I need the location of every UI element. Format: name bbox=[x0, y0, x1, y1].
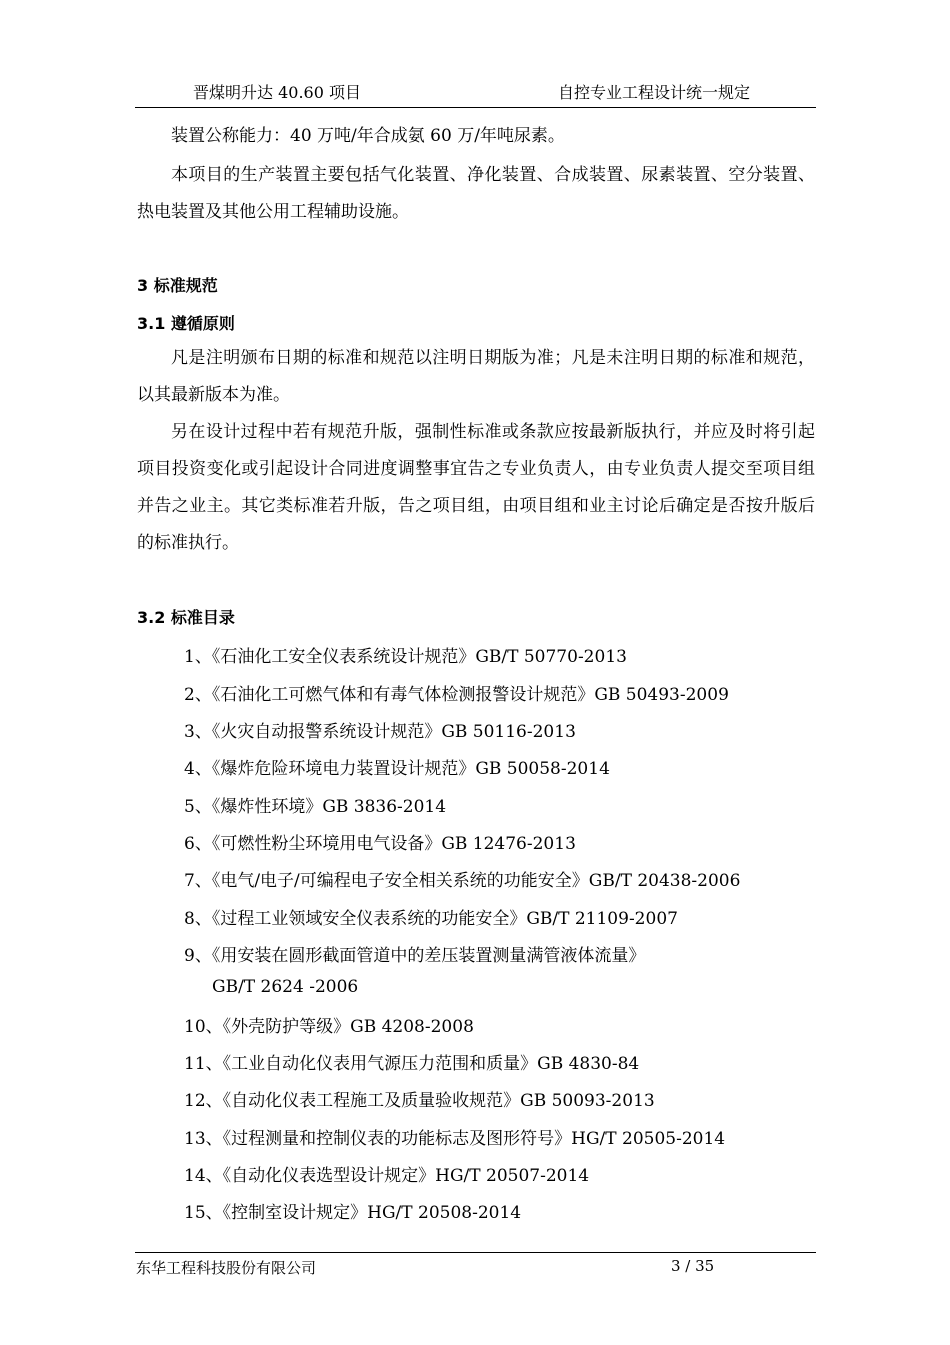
standard-item-11: 11、《工业自动化仪表用气源压力范围和质量》GB 4830-84 bbox=[184, 1054, 640, 1074]
section-3-1-heading: 3.1 遵循原则 bbox=[137, 314, 235, 333]
standard-item-9-code: GB/T 2624 -2006 bbox=[212, 977, 359, 997]
standard-item-14: 14、《自动化仪表选型设计规定》HG/T 20507-2014 bbox=[184, 1166, 590, 1186]
standard-item-10: 10、《外壳防护等级》GB 4208-2008 bbox=[184, 1017, 474, 1037]
standard-item-5: 5、《爆炸性环境》GB 3836-2014 bbox=[184, 797, 447, 817]
standard-item-1: 1、《石油化工安全仪表系统设计规范》GB/T 50770-2013 bbox=[184, 647, 627, 667]
scope-paragraph: 本项目的生产装置主要包括气化装置、净化装置、合成装置、尿素装置、空分装置、热电装置及其他公用工程辅助设施。 bbox=[137, 165, 815, 222]
footer-rule bbox=[135, 1252, 816, 1253]
section-3-heading: 3 标准规范 bbox=[137, 276, 218, 295]
standard-item-7: 7、《电气/电子/可编程电子安全相关系统的功能安全》GB/T 20438-2006 bbox=[184, 871, 741, 891]
standard-item-4: 4、《爆炸危险环境电力装置设计规范》GB 50058-2014 bbox=[184, 759, 610, 779]
standard-item-15: 15、《控制室设计规定》HG/T 20508-2014 bbox=[184, 1203, 522, 1223]
standard-item-2: 2、《石油化工可燃气体和有毒气体检测报警设计规范》GB 50493-2009 bbox=[184, 685, 729, 705]
standard-item-12: 12、《自动化仪表工程施工及质量验收规范》GB 50093-2013 bbox=[184, 1091, 655, 1111]
header-left: 晋煤明升达 40.60 项目 bbox=[193, 83, 361, 102]
standard-item-13: 13、《过程测量和控制仪表的功能标志及图形符号》HG/T 20505-2014 bbox=[184, 1129, 726, 1149]
principle-paragraph-2: 另在设计过程中若有规范升版，强制性标准或条款应按最新版执行，并应及时将引起项目投资变化或引起设计合同进度调整事宜告之专业负责人，由专业负责人提交至项目组并告之业主。其它类标准若升版，告之项目组，由项目组和业主讨论后确定是否按升版后的标准执行。 bbox=[137, 422, 815, 553]
standard-item-8: 8、《过程工业领域安全仪表系统的功能安全》GB/T 21109-2007 bbox=[184, 909, 678, 929]
section-3-2-heading: 3.2 标准目录 bbox=[137, 608, 235, 627]
standard-item-6: 6、《可燃性粉尘环境用电气设备》GB 12476-2013 bbox=[184, 834, 576, 854]
header-rule bbox=[135, 107, 816, 108]
principle-paragraph-1: 凡是注明颁布日期的标准和规范以注明日期版为准；凡是未注明日期的标准和规范，以其最新版本为准。 bbox=[137, 348, 815, 405]
capacity-paragraph: 装置公称能力：40 万吨/年合成氨 60 万/年吨尿素。 bbox=[171, 126, 565, 146]
footer-company: 东华工程科技股份有限公司 bbox=[136, 1259, 317, 1277]
header-right: 自控专业工程设计统一规定 bbox=[558, 83, 751, 102]
footer-page-number: 3 / 35 bbox=[671, 1257, 715, 1275]
standard-item-9: 9、《用安装在圆形截面管道中的差压装置测量满管液体流量》 bbox=[184, 946, 646, 966]
standard-item-3: 3、《火灾自动报警系统设计规范》GB 50116-2013 bbox=[184, 722, 576, 742]
